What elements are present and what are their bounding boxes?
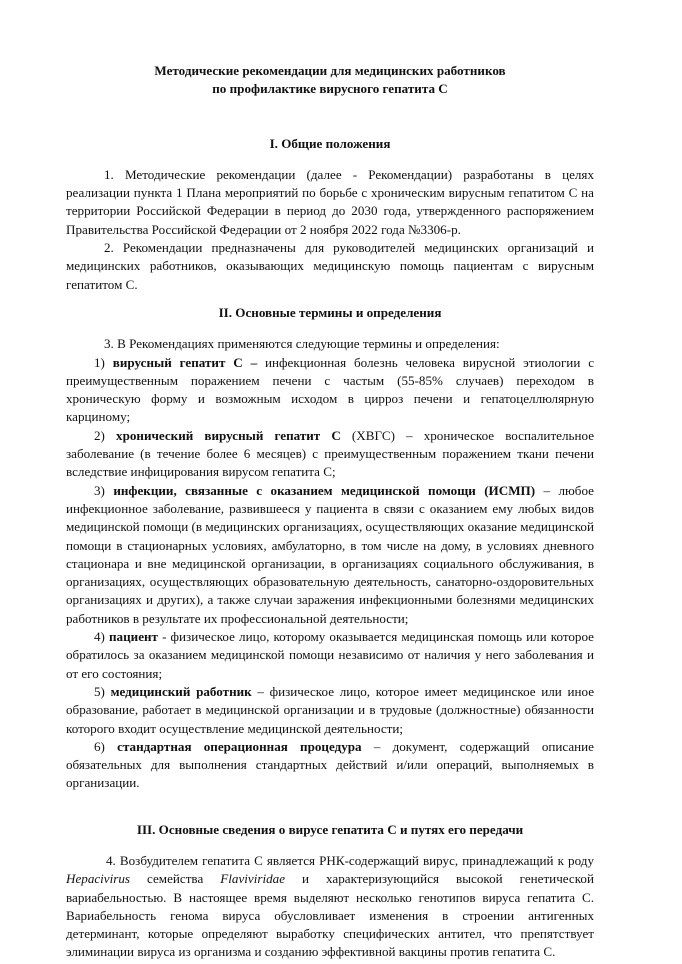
term-number: 4)	[94, 629, 105, 645]
term-definition-4	[66, 628, 594, 683]
document-title-line-2: по профилактике вирусного гепатита С	[212, 81, 448, 97]
term-number: 5)	[94, 683, 105, 699]
term-name: медицинский работник	[110, 683, 252, 699]
term-definition-5	[66, 683, 594, 738]
term-text: (ХВГС) – хроническое воспалительное заболевание (в течение более 6 месяцев) с преимущественным поражением ткани печени вследствие инфицирования вирусом гепатита С;	[66, 427, 595, 480]
term-definition-1	[66, 354, 594, 427]
term-definition-3	[66, 482, 594, 628]
term-number: 6)	[94, 738, 105, 754]
term-name: инфекции, связанные с оказанием медицинской помощи (ИСМП)	[113, 482, 536, 498]
section-2-heading: II. Основные термины и определения	[218, 304, 442, 320]
term-text: - физическое лицо, которому оказывается медицинская помощь или которое обратилось за оказанием медицинской помощи независимо от наличия у него заболевания и от его состояния;	[66, 629, 594, 681]
genus-name: Hepacivirus	[66, 871, 130, 887]
section-3-heading: III. Основные сведения о вирусе гепатита С и путях его передачи	[136, 821, 524, 837]
term-name: стандартная операционная процедура	[117, 738, 362, 754]
term-number: 1)	[94, 354, 105, 370]
term-number: 3)	[94, 482, 105, 498]
paragraph-4-text-a: 4. Возбудителем гепатита С является РНК-содержащий вирус, принадлежащий к роду	[106, 852, 594, 868]
document-title-line-1: Методические рекомендации для медицинских работников	[154, 63, 506, 78]
paragraph-2: 2. Рекомендации предназначены для руководителей медицинских организаций и медицинских работников, оказывающих медицинскую помощь пациентам с вирусным гепатитом С.	[66, 240, 594, 292]
term-text: – документ, содержащий описание обязательных для выполнения стандартных действий и/или операций, выполняемых в организации.	[66, 738, 594, 791]
term-definition-6	[66, 738, 594, 793]
paragraph-1: 1. Методические рекомендации (далее - Рекомендации) разработаны в целях реализации пункта 1 Плана мероприятий по борьбе с хроническим вирусным гепатитом С на территории Российской Федерации в период до 2030 года, утвержденного распоряжением Правительства Российской Федерации от 2 ноября 2022 года №3306-р.	[66, 166, 594, 237]
term-number: 2)	[94, 427, 105, 443]
section-1-heading: I. Общие положения	[269, 135, 391, 151]
paragraph-3-intro: 3. В Рекомендациях применяются следующие термины и определения:	[104, 336, 500, 352]
term-name: пациент	[109, 629, 158, 645]
term-text: – любое инфекционное заболевание, развившееся у пациента в связи с оказанием ему любых видов медицинской помощи (в медицинских организациях, осуществляющих оказание медицинской помощи в стационарных условиях, амбулаторно, в том числе на дому, в условиях дневного стационара и вне медицинской организации, в организациях социального обслуживания, в организациях, осуществляющих образовательную деятельность, санаторно-оздоровительных организациях и других), а также случаи заражения инфекционными болезнями медицинских работников в результате их профессиональной деятельности;	[66, 482, 594, 626]
term-text: – физическое лицо, которое имеет медицинское или иное образование, работает в медицинской организации и в трудовые (должностные) обязанности которого входит осуществление медицинской деятельности;	[66, 683, 595, 736]
term-text: инфекционная болезнь человека вирусной этиологии с преимущественным поражением печени с частым (55-85% случаев) переходом в хроническую форму и возможным исходом в цирроз печени и гепатоцеллюлярную карциному;	[66, 354, 595, 425]
term-name: хронический вирусный гепатит С	[116, 427, 341, 443]
term-definition-2	[66, 427, 594, 482]
paragraph-4	[66, 852, 594, 962]
family-name: Flaviviridae	[220, 871, 286, 887]
paragraph-4-text-b: семейства	[147, 871, 204, 887]
term-name: вирусный гепатит С –	[112, 354, 258, 370]
paragraph-4-text-c: и характеризующийся высокой генетической вариабельностью. В настоящее время выделяют несколько генотипов вируса гепатита С. Вариабельность генома вируса обусловливает изменения в строении антигенных детерминант, которые определяют выработку специфических антител, что препятствует элиминации вируса из организма и созданию эффективной вакцины против гепатита С.	[66, 871, 594, 960]
